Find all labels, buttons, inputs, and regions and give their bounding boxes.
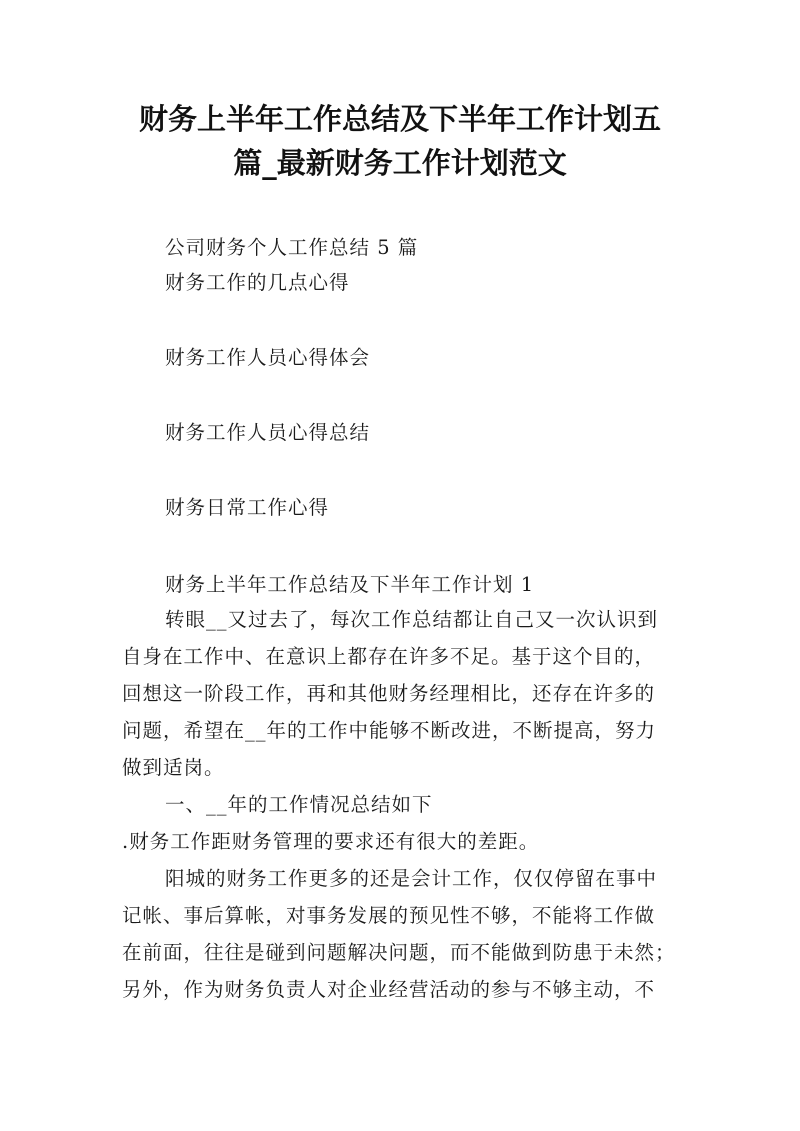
document-title-line-2: 篇_最新财务工作计划范文 — [233, 146, 567, 180]
paragraph-line: 在前面，往往是碰到问题解决问题，而不能做到防患于未然； — [122, 941, 676, 964]
paragraph-line: 阳城的财务工作更多的还是会计工作，仅仅停留在事中 — [165, 867, 658, 890]
toc-item: 财务工作人员心得总结 — [165, 421, 371, 444]
section-heading: 一、__年的工作情况总结如下 — [165, 793, 433, 816]
toc-item: 财务日常工作心得 — [165, 496, 330, 519]
toc-item: 公司财务个人工作总结 5 篇 — [165, 236, 419, 259]
paragraph-line: 另外，作为财务负责人对企业经营活动的参与不够主动，不 — [122, 978, 656, 1001]
paragraph-line: 自身在工作中、在意识上都存在许多不足。基于这个目的， — [122, 645, 656, 668]
paragraph-line: 做到适岗。 — [122, 756, 225, 779]
document-title-line-1: 财务上半年工作总结及下半年工作计划五 — [138, 102, 661, 136]
toc-item: 财务工作的几点心得 — [165, 271, 350, 294]
section-title: 财务上半年工作总结及下半年工作计划 1 — [165, 573, 535, 596]
paragraph-line: 问题，希望在__年的工作中能够不断改进，不断提高，努力 — [122, 719, 657, 742]
paragraph-line: 转眼__又过去了，每次工作总结都让自己又一次认识到 — [165, 608, 659, 631]
paragraph-line: 回想这一阶段工作，再和其他财务经理相比，还存在许多的 — [122, 682, 656, 705]
point-line: .财务工作距财务管理的要求还有很大的差距。 — [122, 830, 540, 853]
paragraph-line: 记帐、事后算帐，对事务发展的预见性不够，不能将工作做 — [122, 904, 656, 927]
toc-item: 财务工作人员心得体会 — [165, 346, 371, 369]
